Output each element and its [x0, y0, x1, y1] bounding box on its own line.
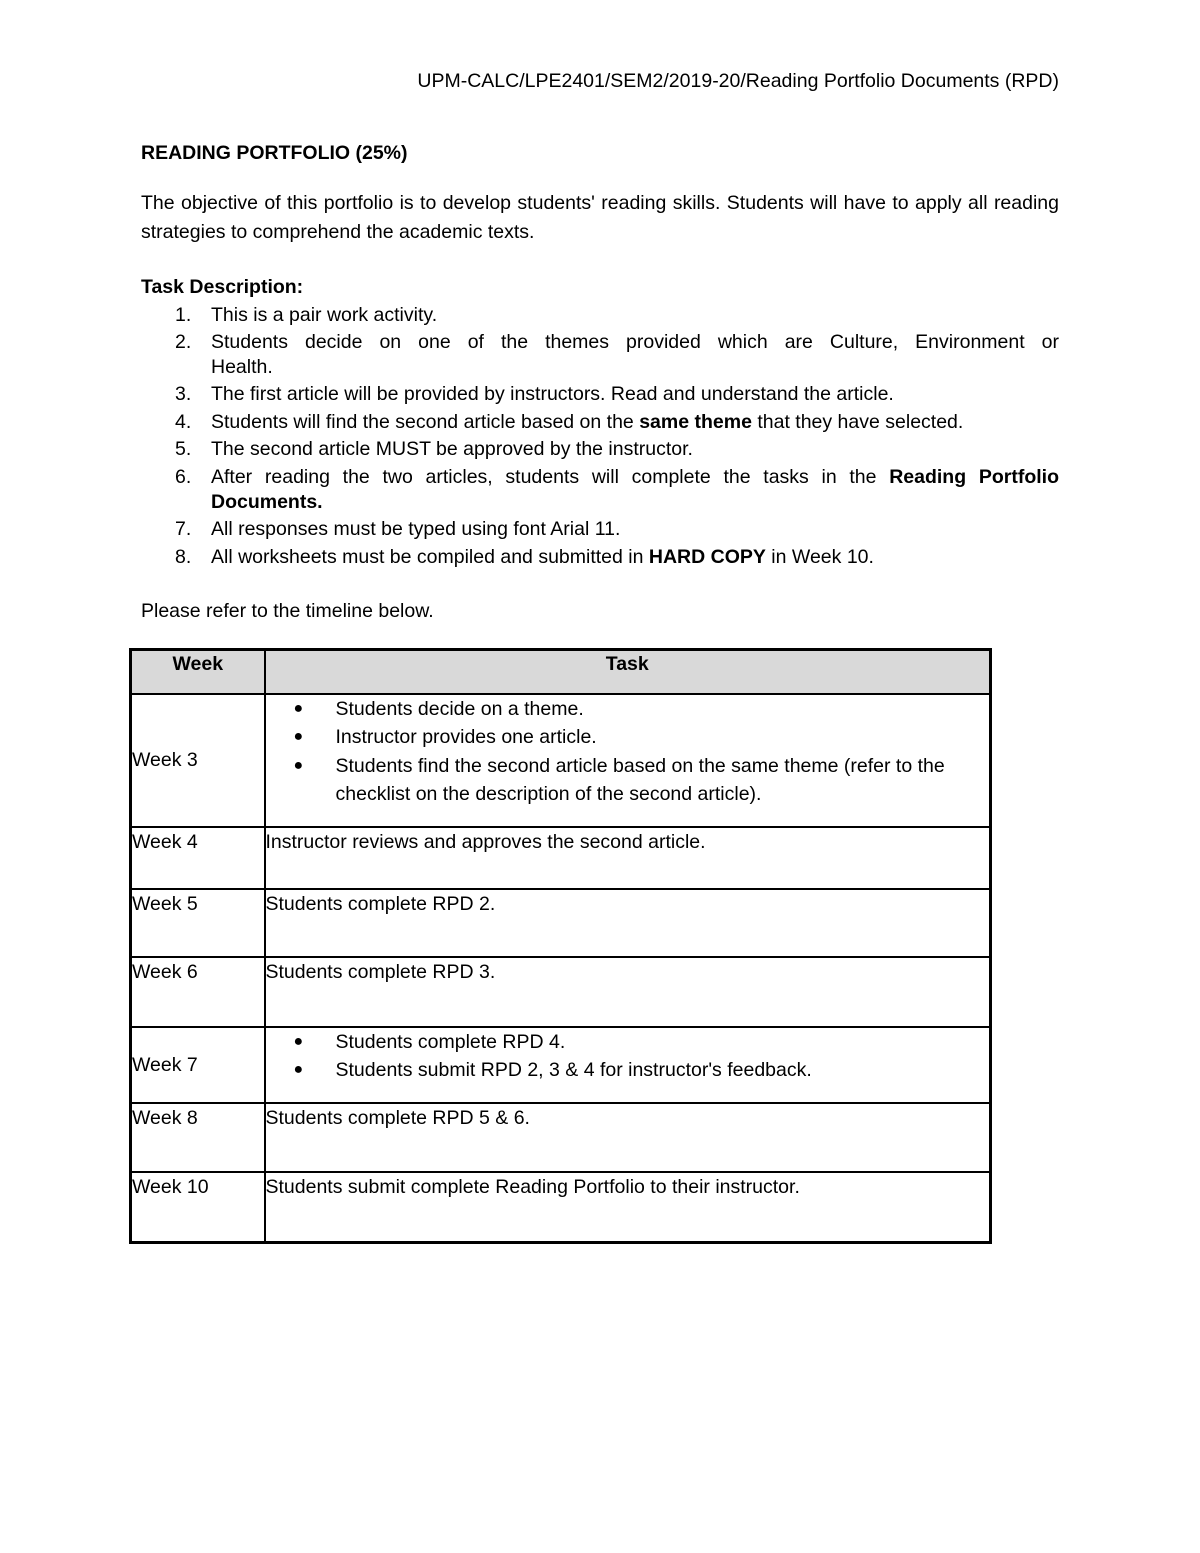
list-item-text-line [211, 465, 1059, 490]
list-item [141, 517, 1059, 542]
table-header-row [131, 650, 991, 694]
list-item-text-part: in Week 10. [765, 546, 874, 568]
page-title: READING PORTFOLIO (25%) [141, 142, 408, 164]
table-row [131, 957, 991, 1027]
table-row [131, 827, 991, 889]
bullet-icon: ● [293, 1032, 304, 1050]
emphasis-reading-portfolio: Reading Portfolio [889, 466, 1059, 488]
task-cell: Students submit complete Reading Portfolio to their instructor. [265, 1172, 991, 1243]
list-item-number: 3. [175, 383, 192, 405]
task-cell: Students complete RPD 5 & 6. [265, 1103, 991, 1172]
task-cell: Instructor reviews and approves the second article. [265, 827, 991, 889]
list-item-text: The first article will be provided by instructors. Read and understand the article. [211, 383, 894, 405]
list-item-text [211, 410, 1059, 435]
list-item [141, 382, 1059, 407]
bullet-item [266, 752, 990, 809]
list-item-number: 8. [175, 546, 192, 568]
list-item-number: 5. [175, 438, 192, 460]
table-row [131, 694, 991, 827]
list-item-text: The second article MUST be approved by the instructor. [211, 438, 693, 460]
week-cell: Week 5 [131, 889, 265, 957]
bullet-icon: ● [293, 756, 304, 774]
list-item-text [211, 465, 1059, 515]
document-reference-header: UPM-CALC/LPE2401/SEM2/2019-20/Reading Portfolio Documents (RPD) [417, 70, 1059, 92]
table-row [131, 1172, 991, 1243]
list-item-number: 2. [175, 331, 192, 353]
week-cell: Week 8 [131, 1103, 265, 1172]
list-item [141, 330, 1059, 380]
bullet-text: Students complete RPD 4. [335, 1030, 566, 1053]
emphasis-hard-copy: HARD COPY [648, 546, 766, 568]
list-item-text-part: Students will find the second article based on the [211, 411, 640, 433]
list-item [141, 545, 1059, 570]
list-item [141, 465, 1059, 515]
list-item [141, 437, 1059, 462]
timeline-intro: Please refer to the timeline below. [141, 600, 434, 622]
week-cell: Week 6 [131, 957, 265, 1027]
list-item-text-part: All worksheets must be compiled and submitted in [211, 546, 649, 568]
timeline-table [129, 648, 992, 1244]
task-cell [265, 1027, 991, 1103]
list-item-number: 4. [175, 411, 192, 433]
list-item-text: This is a pair work activity. [211, 304, 438, 326]
table-row [131, 1027, 991, 1103]
task-cell: Students complete RPD 2. [265, 889, 991, 957]
task-description-list [141, 303, 1059, 570]
bullet-icon: ● [293, 1061, 304, 1078]
list-item-text-line: Health. [211, 356, 273, 378]
objective-paragraph: The objective of this portfolio is to develop students' reading skills. Students will have to apply all reading strategies to comprehend the academic texts. [141, 192, 1059, 243]
list-item-text-line: Students decide on one of the themes provided which are Culture, Environment or [211, 331, 1059, 353]
week-cell: Week 10 [131, 1172, 265, 1243]
list-item-text [211, 545, 1059, 570]
list-item [141, 410, 1059, 435]
emphasis-documents: Documents. [211, 491, 323, 513]
bullet-item [266, 723, 990, 752]
bullet-text: Instructor provides one article. [335, 726, 597, 748]
list-item-number: 6. [175, 466, 192, 488]
bullet-icon: ● [293, 728, 304, 745]
bullet-item [266, 1028, 990, 1057]
week-cell: Week 3 [131, 694, 265, 827]
emphasis-same-theme: same theme [639, 411, 752, 433]
bullet-item [266, 695, 990, 724]
bullet-icon: ● [293, 699, 304, 717]
week-cell: Week 7 [131, 1027, 265, 1103]
task-cell [265, 694, 991, 827]
list-item-text-part: After reading the two articles, students will complete the tasks in the [211, 466, 890, 488]
table-row [131, 889, 991, 957]
list-item-number: 7. [175, 518, 192, 540]
bullet-text: Students find the second article based on the same theme (refer to the checklist on the description of the second article). [335, 754, 945, 805]
table-row [131, 1103, 991, 1172]
week-cell: Week 4 [131, 827, 265, 889]
bullet-text: Students submit RPD 2, 3 & 4 for instructor's feedback. [335, 1059, 812, 1081]
list-item-text-part: that they have selected. [751, 411, 964, 433]
list-item-text [211, 330, 1059, 380]
column-header-week: Week [131, 650, 265, 694]
bullet-item [266, 1056, 990, 1085]
task-bullet-list [266, 1028, 990, 1085]
task-cell: Students complete RPD 3. [265, 957, 991, 1027]
bullet-text: Students decide on a theme. [335, 697, 584, 720]
list-item-number: 1. [175, 304, 192, 326]
task-bullet-list [266, 695, 990, 809]
list-item [141, 303, 1059, 328]
list-item-text: All responses must be typed using font Arial 11. [211, 518, 621, 540]
column-header-task: Task [265, 650, 991, 694]
task-description-heading: Task Description: [141, 276, 304, 298]
